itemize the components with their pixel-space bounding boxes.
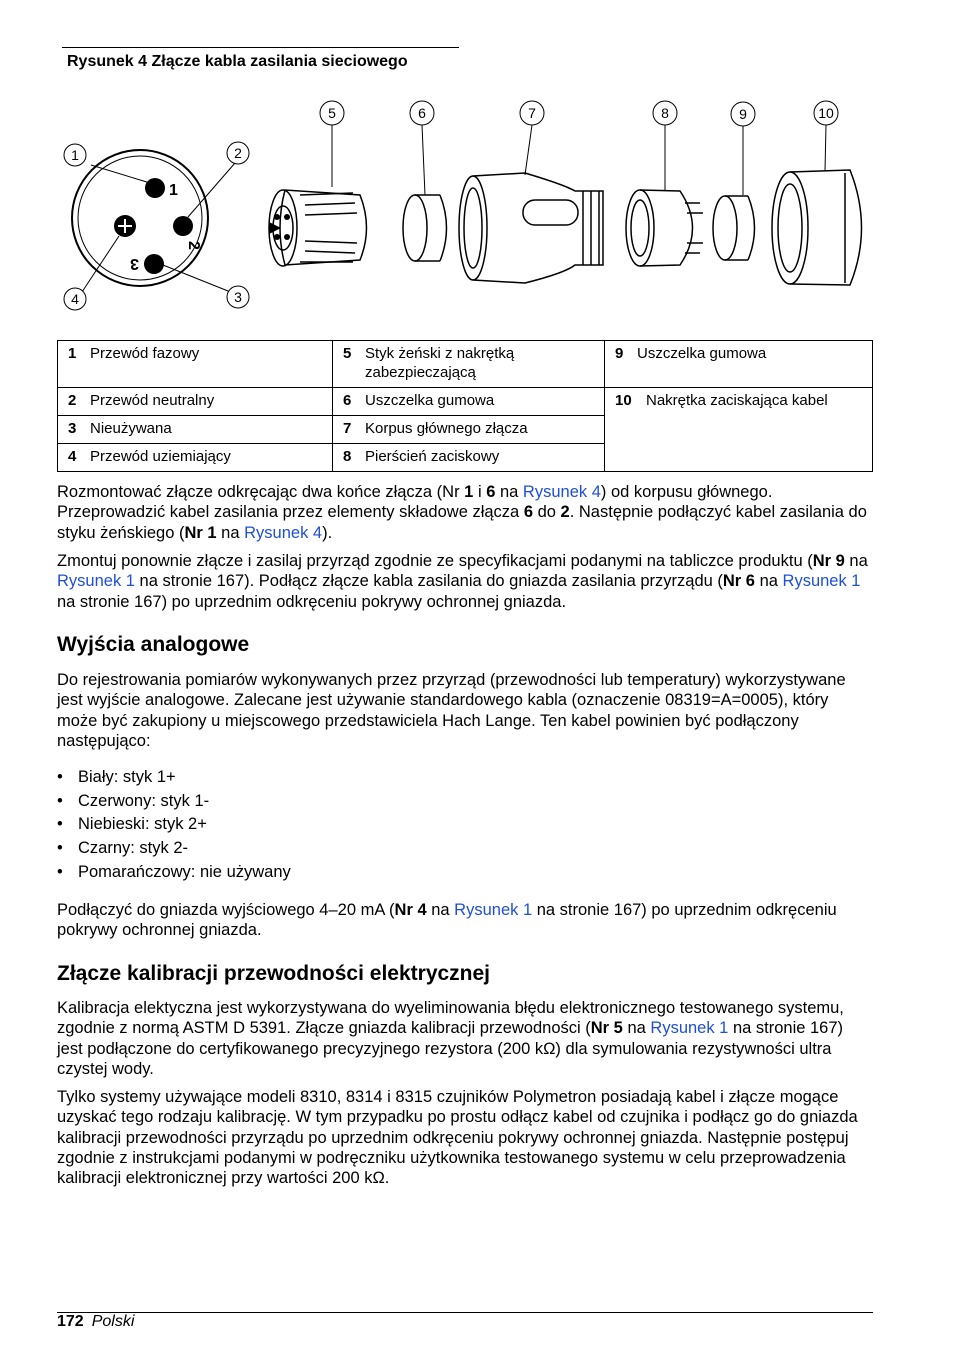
- paragraph-analog: Do rejestrowania pomiarów wykonywanych przez przyrząd (przewodności lub temperatury) wykorzystywane jest wyjście analogowe. Zalecane jest używanie standardowego kabla (oznaczenie 08319=A=0005), który może być zakupiony u miejscowego przedstawiciela Hach Lange. Ten kabel powinien być podłączony następująco:: [57, 671, 846, 750]
- link-figure-1[interactable]: Rysunek 1: [782, 572, 861, 591]
- callout-7: 7: [528, 105, 536, 121]
- callout-5: 5: [328, 105, 336, 121]
- part-9-rubber-seal: [713, 196, 755, 260]
- list-item: • Czarny: styk 2-: [57, 839, 189, 858]
- figure-legend-table: 1 Przewód fazowy 5 Styk żeński z nakrętką zabezpieczającą 9 Uszczelka gumowa 2 Przewód neutralny 6 Uszczelka gumowa 10 Nakrętka zaciskająca kabel 3 Nieużywana 7 Korpus głównego złącza 4 Przewód uziemiający 8 Pierścień zaciskowy: [57, 340, 873, 472]
- callout-2: 2: [234, 145, 242, 161]
- link-figure-1[interactable]: Rysunek 1: [454, 901, 533, 919]
- footer-language: Polski: [91, 1313, 135, 1330]
- pin-2: [173, 216, 193, 236]
- list-item: • Czerwony: styk 1-: [57, 791, 210, 810]
- callout-10: 10: [818, 105, 834, 121]
- callout-3: 3: [234, 289, 242, 305]
- footer-rule: [57, 1312, 873, 1313]
- link-figure-4[interactable]: Rysunek 4: [244, 523, 323, 542]
- part-6-rubber-seal: [403, 195, 447, 261]
- callout-1: 1: [71, 147, 79, 163]
- arrow-icon: [238, 222, 281, 234]
- footer: [57, 1313, 134, 1331]
- callout-8: 8: [661, 105, 669, 121]
- pin-3: [144, 254, 164, 274]
- pin-label-1: 1: [169, 182, 178, 199]
- figure-caption: Rysunek 4 Złącze kabla zasilania sieciowego: [67, 53, 408, 70]
- callout-9: 9: [739, 106, 747, 122]
- paragraph-output-socket: Podłączyć do gniazda wyjściowego 4–20 mA (Nr 4 na Rysunek 1 na stronie 167) po uprzednim odkręceniu pokrywy ochronnej gniazda.: [57, 901, 837, 940]
- part-5-female-connector: [269, 190, 367, 266]
- pin-1: [145, 178, 165, 198]
- heading-analog-outputs: Wyjścia analogowe: [57, 633, 250, 656]
- link-figure-1[interactable]: Rysunek 1: [650, 1019, 729, 1038]
- paragraph-reassemble: Zmontuj ponownie złącze i zasilaj przyrząd zgodnie ze specyfikacjami podanymi na tabliczce produktu (Nr 9 na Rysunek 1 na stronie 167). Podłącz złącze kabla zasilania do gniazda zasilania przyrządu (Nr 6 na Rysunek 1 na stronie 167) po uprzednim odkręceniu pokrywy ochronnej gniazda.: [57, 552, 868, 611]
- page-number: 172: [57, 1313, 84, 1330]
- heading-calibration-connector: Złącze kalibracji przewodności elektrycznej: [57, 962, 491, 985]
- list-item: • Pomarańczowy: nie używany: [57, 862, 291, 881]
- part-8-clamping-ring: [626, 190, 703, 266]
- part-10-cable-nut: [772, 170, 862, 285]
- wire-color-list: [57, 766, 291, 884]
- paragraph-calibration: Kalibracja elektyczna jest wykorzystywana do wyeliminowania błędu elektronicznego testowanego systemu, zgodnie z normą ASTM D 5391. Złącze gniazda kalibracji przewodności (Nr 5 na Rysunek 1 na stronie 167) jest podłączone do certyfikowanego precyzyjnego rezystora (200 kΩ) dla symulowania rezystywności ultra czystej wody.: [57, 999, 844, 1078]
- link-figure-1[interactable]: Rysunek 1: [57, 572, 135, 591]
- callout-6: 6: [418, 105, 426, 121]
- list-item: • Niebieski: styk 2+: [57, 815, 207, 834]
- link-figure-4[interactable]: Rysunek 4: [522, 483, 601, 501]
- pin-label-3: 3: [130, 255, 139, 272]
- part-7-connector-body: [459, 173, 603, 283]
- list-item: • Biały: styk 1+: [57, 768, 176, 786]
- paragraph-disassemble: Rozmontować złącze odkręcając dwa końce złącza (Nr 1 i 6 na Rysunek 4) od korpusu głównego. Przeprowadzić kabel zasilania przez elementy składowe złącza 6 do 2. Następnie podłączyć kabel zasilania do styku żeńskiego (Nr 1 na Rysunek 4).: [57, 483, 867, 542]
- callout-4: 4: [71, 291, 79, 307]
- pin-label-2: 2: [185, 241, 202, 250]
- paragraph-polymetron: Tylko systemy używające modeli 8310, 8314 i 8315 czujników Polymetron posiadają kabel i złącze mogące uzyskać tego rodzaju kalibrację. W tym przypadku po prostu odłącz kabel od czujnika i podłącz go do gniazda kalibracji przewodności przyrządu po uprzednim odkręceniu pokrywy ochronnej gniazda. Następnie postępuj zgodnie z instrukcjami podanymi w podręczniku użytkownika testowanego systemu w celu przeprowadzenia kalibracji elektronicznej przy wartości 200 kΩ.: [57, 1088, 858, 1188]
- connector-figure: [55, 95, 873, 325]
- figure-top-rule: [62, 47, 459, 48]
